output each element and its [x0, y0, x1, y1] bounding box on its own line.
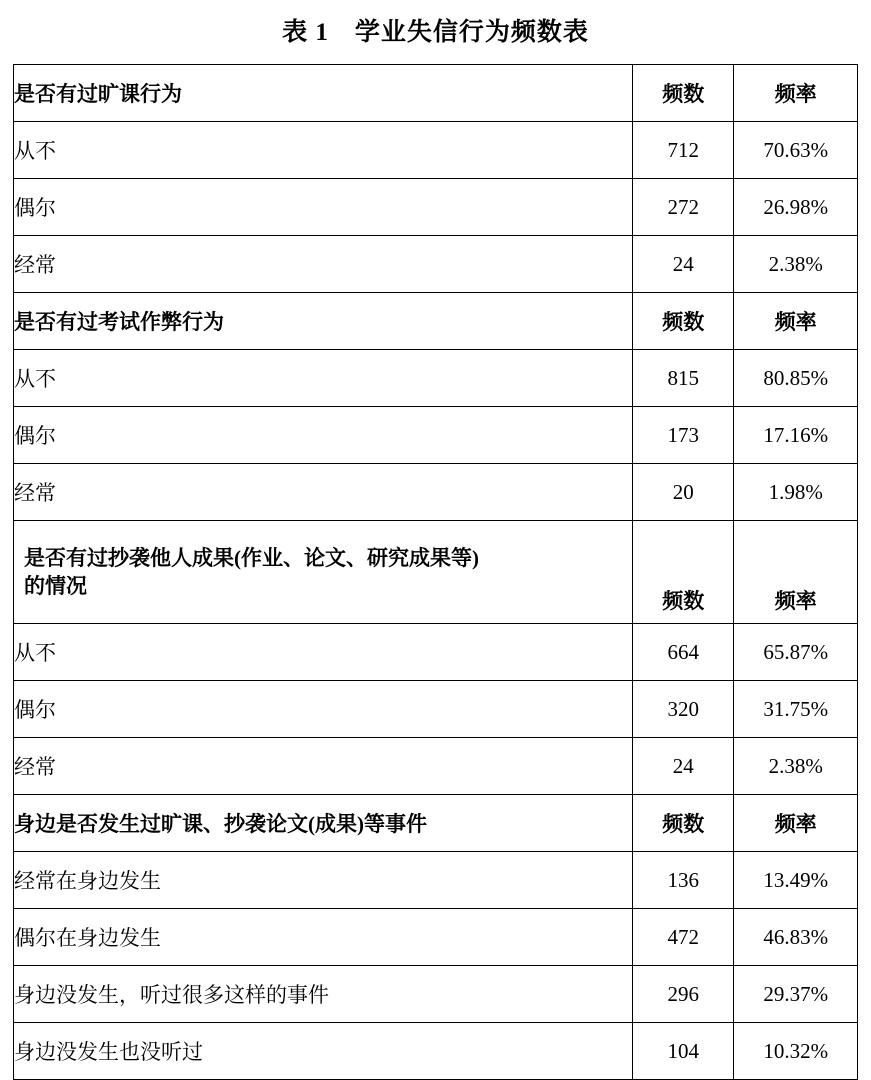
column-header-rate: 频率 [734, 521, 858, 624]
row-rate: 80.85% [734, 350, 858, 407]
row-rate: 26.98% [734, 179, 858, 236]
row-count: 104 [633, 1023, 734, 1080]
column-header-rate: 频率 [734, 293, 858, 350]
section-header-label-line2: 的情况 [24, 574, 87, 598]
table-row [14, 122, 858, 179]
row-count: 173 [633, 407, 734, 464]
row-count: 24 [633, 738, 734, 795]
row-rate: 29.37% [734, 966, 858, 1023]
row-rate: 46.83% [734, 909, 858, 966]
section-header-label: 是否有过旷课行为 [14, 65, 633, 122]
row-count: 712 [633, 122, 734, 179]
academic-dishonesty-frequency-table [13, 64, 858, 1080]
row-label: 从不 [14, 350, 633, 407]
row-label: 偶尔 [14, 179, 633, 236]
section-header-label: 身边是否发生过旷课、抄袭论文(成果)等事件 [14, 795, 633, 852]
column-header-count: 频数 [633, 65, 734, 122]
row-count: 815 [633, 350, 734, 407]
section-header-row [14, 795, 858, 852]
row-label: 从不 [14, 122, 633, 179]
row-rate: 17.16% [734, 407, 858, 464]
section-header-label [14, 521, 633, 624]
row-label: 经常在身边发生 [14, 852, 633, 909]
row-rate: 13.49% [734, 852, 858, 909]
section-header-label-line1: 是否有过抄袭他人成果(作业、论文、研究成果等) [24, 545, 479, 570]
row-rate: 2.38% [734, 236, 858, 293]
table-row [14, 624, 858, 681]
table-row [14, 1023, 858, 1080]
page-title: 表 1 学业失信行为频数表 [282, 19, 589, 46]
table-row [14, 350, 858, 407]
row-rate: 1.98% [734, 464, 858, 521]
row-rate: 31.75% [734, 681, 858, 738]
table-row [14, 407, 858, 464]
row-label: 身边没发生，听过很多这样的事件 [14, 966, 633, 1023]
column-header-count: 频数 [633, 521, 734, 624]
section-header-label: 是否有过考试作弊行为 [14, 293, 633, 350]
table-row [14, 852, 858, 909]
row-label: 偶尔 [14, 407, 633, 464]
table-row [14, 464, 858, 521]
table-row [14, 179, 858, 236]
table-row [14, 966, 858, 1023]
row-label: 经常 [14, 464, 633, 521]
row-label: 经常 [14, 236, 633, 293]
column-header-count: 频数 [633, 795, 734, 852]
row-label: 从不 [14, 624, 633, 681]
row-rate: 10.32% [734, 1023, 858, 1080]
table-row [14, 738, 858, 795]
row-count: 136 [633, 852, 734, 909]
row-label: 身边没发生也没听过 [14, 1023, 633, 1080]
table-row [14, 909, 858, 966]
row-label: 偶尔在身边发生 [14, 909, 633, 966]
row-rate: 65.87% [734, 624, 858, 681]
column-header-rate: 频率 [734, 795, 858, 852]
table-row [14, 236, 858, 293]
column-header-rate: 频率 [734, 65, 858, 122]
column-header-count: 频数 [633, 293, 734, 350]
row-count: 472 [633, 909, 734, 966]
section-header-row [14, 521, 858, 624]
row-rate: 2.38% [734, 738, 858, 795]
section-header-row [14, 65, 858, 122]
row-count: 20 [633, 464, 734, 521]
row-rate: 70.63% [734, 122, 858, 179]
section-header-row [14, 293, 858, 350]
table-row [14, 681, 858, 738]
row-count: 320 [633, 681, 734, 738]
row-count: 296 [633, 966, 734, 1023]
row-count: 664 [633, 624, 734, 681]
row-label: 经常 [14, 738, 633, 795]
row-count: 272 [633, 179, 734, 236]
row-count: 24 [633, 236, 734, 293]
row-label: 偶尔 [14, 681, 633, 738]
